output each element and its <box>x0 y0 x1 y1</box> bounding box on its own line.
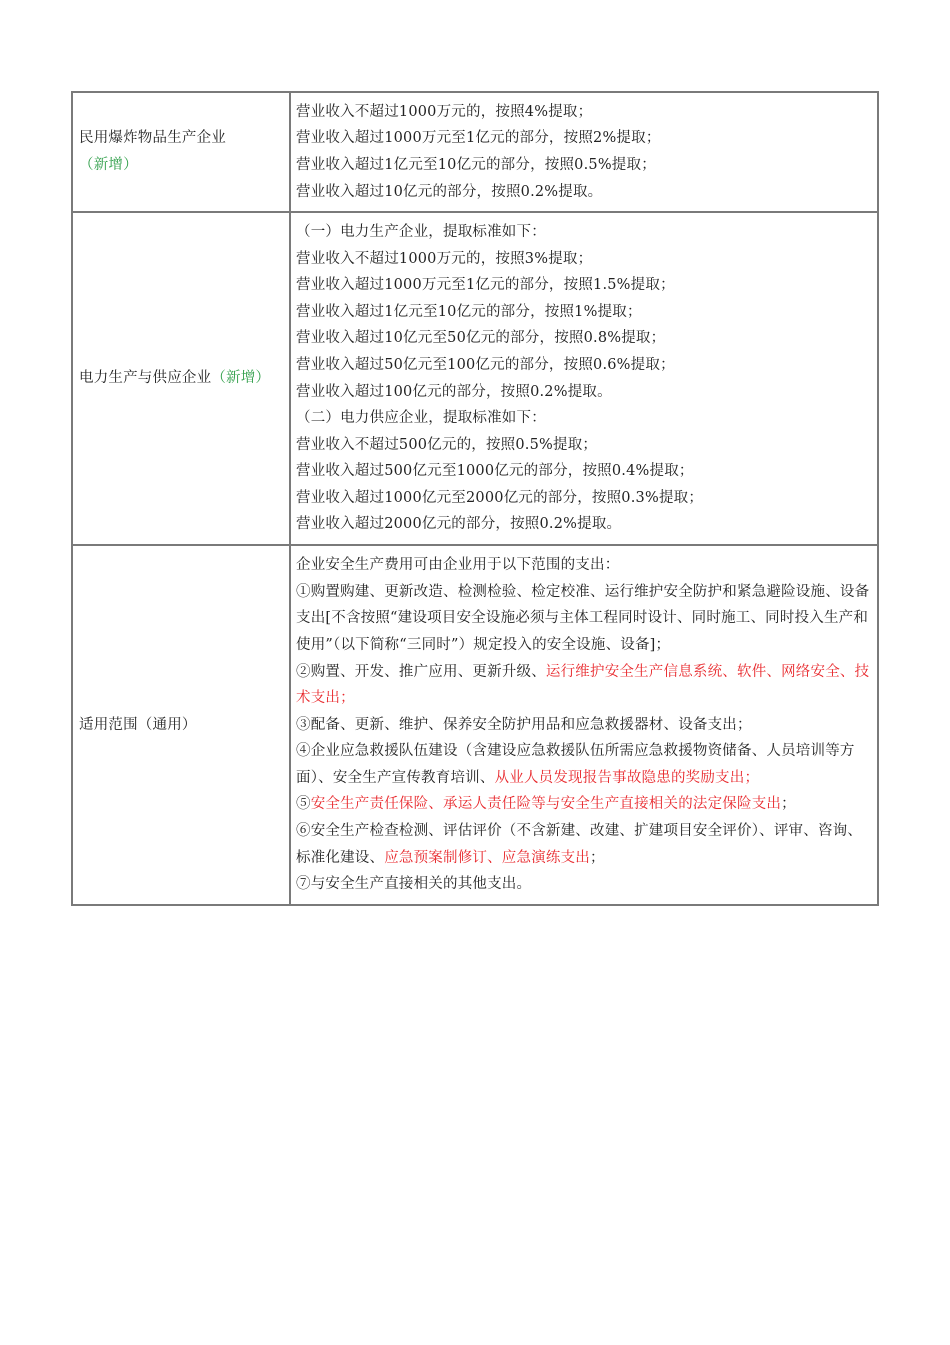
rule-line: 营业收入超过1亿元至10亿元的部分，按照1%提取； <box>296 303 642 320</box>
category-label: 电力生产与供应企业 <box>79 370 212 387</box>
scope-item-6 <box>296 818 873 871</box>
new-tag: （新增） <box>211 370 271 387</box>
scope-item-1: ①购置购建、更新改造、检测检验、检定校准、运行维护安全防护和紧急避险设施、设备支出[不含按照“建设项目安全设施必须与主体工程同时设计、同时施工、同时投入生产和使用”（以下简称“三同时”）规定投入的安全设施、设备]； <box>296 583 870 653</box>
rule-line: 营业收入超过100亿元的部分，按照0.2%提取。 <box>296 383 612 400</box>
rule-line: 营业收入超过10亿元至50亿元的部分，按照0.8%提取； <box>296 330 666 347</box>
rule-line: 营业收入超过10亿元的部分，按照0.2%提取。 <box>296 183 603 200</box>
scope-item-text: ⑥安全生产检查检测、评估评价（不含新建、改建、扩建项目安全评价）、评审、咨询、标准化建设、 <box>296 823 863 866</box>
scope-item-2 <box>296 659 873 712</box>
rule-line: 营业收入超过1000万元至1亿元的部分，按照2%提取； <box>296 130 661 147</box>
highlight-text: 安全生产责任保险、承运人责任险等与安全生产直接相关的法定保险支出 <box>310 796 782 813</box>
scope-item-end: ； <box>590 849 605 866</box>
scope-item-5 <box>296 791 873 818</box>
scope-cell <box>290 545 878 905</box>
category-cell <box>72 212 290 545</box>
scope-item-text: ④企业应急救援队伍建设（含建设应急救援队伍所需应急救援物资储备、人员培训等方面）、安全生产宣传教育培训、 <box>296 743 855 786</box>
rule-line: 营业收入不超过1000万元的，按照4%提取； <box>296 103 593 120</box>
rule-line: 营业收入超过1000万元至1亿元的部分，按照1.5%提取； <box>296 277 675 294</box>
highlight-text: 从业人员发现报告事故隐患的奖励支出； <box>494 769 760 786</box>
category-cell <box>72 545 290 905</box>
highlight-text: 运行维护安全生产信息系统、软件、网络安全、技术支出； <box>296 663 870 707</box>
rule-line: 营业收入不超过1000万元的，按照3%提取； <box>296 250 593 267</box>
scope-item-text: ②购置、开发、推广应用、更新升级、 <box>296 663 546 680</box>
table-row <box>72 212 878 545</box>
rule-line: 营业收入超过50亿元至100亿元的部分，按照0.6%提取； <box>296 356 675 373</box>
rule-line: 营业收入不超过500亿元的，按照0.5%提取； <box>296 436 598 453</box>
category-cell <box>72 92 290 212</box>
new-tag: （新增） <box>79 157 138 173</box>
highlight-text: 应急预案制修订、应急演练支出 <box>384 849 591 866</box>
rule-cell <box>290 212 878 545</box>
scope-item-marker: ⑤ <box>296 796 311 813</box>
rule-line: 营业收入超过500亿元至1000亿元的部分，按照0.4%提取； <box>296 463 694 480</box>
rule-line: （二）电力供应企业，提取标准如下： <box>296 410 546 427</box>
table-row <box>72 545 878 905</box>
rule-line: 营业收入超过2000亿元的部分，按照0.2%提取。 <box>296 516 622 533</box>
scope-item-end: ； <box>781 796 796 813</box>
rule-cell <box>290 92 878 212</box>
scope-item-3: ③配备、更新、维护、保养安全防护用品和应急救援器材、设备支出； <box>296 716 752 733</box>
category-label: 适用范围（通用） <box>79 716 197 733</box>
scope-item-4 <box>296 738 873 791</box>
scope-intro: 企业安全生产费用可由企业用于以下范围的支出： <box>296 557 620 574</box>
rule-line: 营业收入超过1000亿元至2000亿元的部分，按照0.3%提取； <box>296 489 704 506</box>
standards-table <box>71 91 879 906</box>
rule-line: 营业收入超过1亿元至10亿元的部分，按照0.5%提取； <box>296 157 656 173</box>
rule-line: （一）电力生产企业，提取标准如下： <box>296 223 546 240</box>
category-label: 民用爆炸物品生产企业 <box>79 130 226 147</box>
scope-item-7: ⑦与安全生产直接相关的其他支出。 <box>296 876 532 893</box>
table-row <box>72 92 878 212</box>
